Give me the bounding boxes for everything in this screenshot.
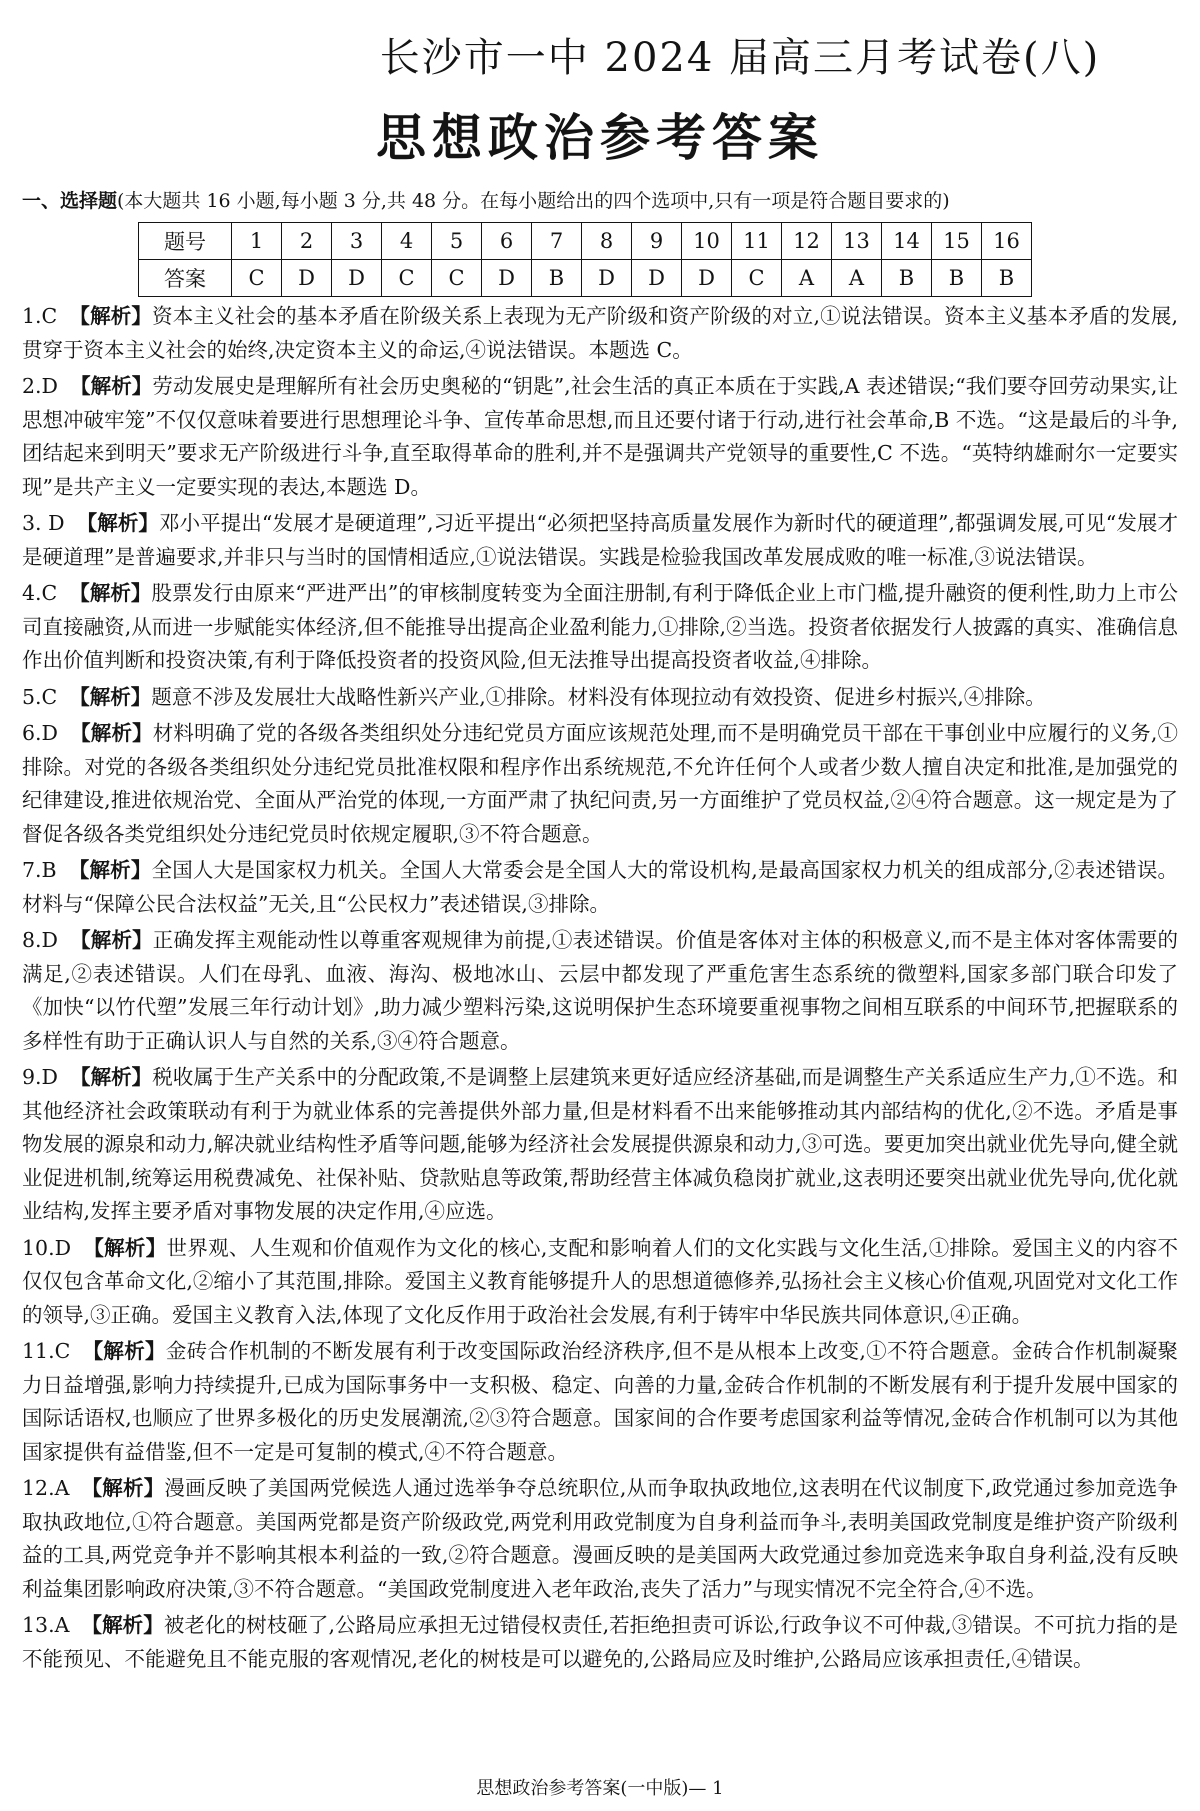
answer-table: [138, 222, 1032, 297]
question-number-cell: 14: [882, 223, 932, 260]
item-text: 漫画反映了美国两党候选人通过选举争夺总统职位,从而争取执政地位,这表明在代议制度下,政党通过参加竞选争取执政地位,①符合题意。美国两党都是资产阶级政党,两党利用政党制度为自身利益而争斗,表明美国政党制度是维护资产阶级利益的工具,两党竞争并不影响其根本利益的一致,②符合题意。漫画反映的是美国两大政党通过参加竞选来争取自身利益,没有反映利益集团影响政府决策,③不符合题意。“美国政党制度进入老年政治,丧失了活力”与现实情况不完全符合,④不选。: [22, 1476, 1179, 1601]
analysis-tag: 【解析】: [69, 581, 152, 605]
item-text: 劳动发展史是理解所有社会历史奥秘的“钥匙”,社会生活的真正本质在于实践,A 表述错误;“我们要夺回劳动果实,让思想冲破牢笼”不仅仅意味着要进行思想理论斗争、宣传革命思想,而且还要付诸于行动,进行社会革命,B 不选。“这是最后的斗争,团结起来到明天”要求无产阶级进行斗争,直至取得革命的胜利,并不是强调共产党领导的重要性,C 不选。“英特纳雄耐尔一定要实现”是共产主义一定要实现的表达,本题选 D。: [22, 374, 1178, 499]
question-number-cell: 6: [482, 223, 532, 260]
analysis-tag: 【解析】: [82, 1339, 166, 1363]
section-heading: [22, 186, 1182, 213]
answer-header: 答案: [139, 260, 232, 297]
explanation-item: [22, 1335, 1178, 1469]
answer-cell: D: [282, 260, 332, 297]
explanation-item: [22, 854, 1178, 921]
question-number-cell: 16: [982, 223, 1032, 260]
answer-cell: A: [832, 260, 882, 297]
page-footer: 思想政治参考答案(一中版)— 1: [476, 1778, 724, 1799]
item-number: 8.D: [22, 928, 58, 952]
analysis-tag: 【解析】: [69, 684, 152, 709]
explanation-item: [22, 1472, 1178, 1606]
analysis-tag: 【解析】: [76, 511, 159, 535]
explanation-item: [22, 370, 1178, 504]
question-number-cell: 1: [232, 223, 282, 260]
question-number-cell: 5: [432, 223, 482, 260]
analysis-tag: 【解析】: [81, 1476, 165, 1500]
answer-cell: B: [932, 260, 982, 297]
question-number-cell: 3: [332, 223, 382, 260]
item-number: 9.D: [22, 1065, 58, 1089]
item-text: 邓小平提出“发展才是硬道理”,习近平提出“必须把坚持高质量发展作为新时代的硬道理”,都强调发展,可见“发展才是硬道理”是普遍要求,并非只与当时的国情相适应,①说法错误。实践是检验我国改革发展成败的唯一标准,③说法错误。: [22, 511, 1179, 569]
question-number-cell: 12: [782, 223, 832, 260]
analysis-tag: 【解析】: [69, 304, 153, 328]
answer-cell: C: [382, 260, 432, 297]
item-text: 材料明确了党的各级各类组织处分违纪党员方面应该规范处理,而不是明确党员干部在干事创业中应履行的义务,①排除。对党的各级各类组织处分违纪党员批准权限和程序作出系统规范,不允许任何个人或者少数人擅自决定和批准,是加强党的纪律建设,推进依规治党、全面从严治党的体现,一方面严肃了执纪问责,另一方面维护了党员权益,②④符合题意。这一规定是为了督促各级各类党组织处分违纪党员时依规定履职,③不符合题意。: [22, 721, 1179, 846]
section-instructions: (本大题共 16 小题,每小题 3 分,共 48 分。在每小题给出的四个选项中,只有一项是符合题目要求的): [117, 190, 950, 212]
question-number-cell: 2: [282, 223, 332, 260]
item-text: 题意不涉及发展壮大战略性新兴产业,①排除。材料没有体现拉动有效投资、促进乡村振兴,④排除。: [151, 684, 1046, 709]
explanation-item: [22, 681, 1178, 715]
item-number: 12.A: [22, 1476, 70, 1500]
item-text: 被老化的树枝砸了,公路局应承担无过错侵权责任,若拒绝担责可诉讼,行政争议不可仲裁,③错误。不可抗力指的是不能预见、不能避免且不能克服的客观情况,老化的树枝是可以避免的,公路局应及时维护,公路局应该承担责任,④错误。: [22, 1613, 1179, 1671]
analysis-tag: 【解析】: [68, 858, 152, 882]
answer-cell: C: [432, 260, 482, 297]
question-number-header: 题号: [139, 223, 232, 260]
item-number: 13.A: [22, 1613, 70, 1637]
explanation-item: [22, 300, 1178, 367]
answer-cell: D: [682, 260, 732, 297]
question-number-row: [139, 223, 1032, 260]
item-text: 世界观、人生观和价值观作为文化的核心,支配和影响着人们的文化实践与文化生活,①排除。爱国主义的内容不仅仅包含革命文化,②缩小了其范围,排除。爱国主义教育能够提升人的思想道德修养,弘扬社会主义核心价值观,巩固党对文化工作的领导,③正确。爱国主义教育入法,体现了文化反作用于政治社会发展,有利于铸牢中华民族共同体意识,④正确。: [22, 1235, 1179, 1327]
analysis-tag: 【解析】: [70, 721, 153, 745]
explanation-list: [22, 300, 1178, 1679]
analysis-tag: 【解析】: [81, 1613, 164, 1637]
question-number-cell: 13: [832, 223, 882, 260]
item-number: 3. D: [22, 511, 65, 535]
explanation-item: [22, 1232, 1178, 1333]
analysis-tag: 【解析】: [83, 1235, 167, 1260]
question-number-cell: 4: [382, 223, 432, 260]
analysis-tag: 【解析】: [70, 1065, 153, 1089]
item-number: 11.C: [22, 1339, 71, 1363]
item-number: 2.D: [22, 374, 58, 398]
explanation-item: [22, 924, 1178, 1058]
page-title: 思想政治参考答案: [376, 108, 824, 167]
explanation-item: [22, 507, 1178, 574]
question-number-cell: 9: [632, 223, 682, 260]
analysis-tag: 【解析】: [70, 928, 153, 952]
section-label: 一、选择题: [22, 190, 118, 212]
item-number: 7.B: [22, 858, 57, 882]
item-text: 股票发行由原来“严进严出”的审核制度转变为全面注册制,有利于降低企业上市门槛,提升融资的便利性,助力上市公司直接融资,从而进一步赋能实体经济,但不能推导出提高企业盈利能力,①排除,②当选。投资者依据发行人披露的真实、准确信息作出价值判断和投资决策,有利于降低投资者的投资风险,但无法推导出提高投资者收益,④排除。: [22, 581, 1178, 672]
question-number-cell: 8: [582, 223, 632, 260]
question-number-cell: 7: [532, 223, 582, 260]
answer-row: [139, 260, 1032, 297]
answer-cell: B: [532, 260, 582, 297]
analysis-tag: 【解析】: [70, 374, 153, 398]
answer-cell: D: [582, 260, 632, 297]
item-number: 1.C: [22, 304, 58, 328]
item-number: 5.C: [22, 684, 58, 709]
item-text: 税收属于生产关系中的分配政策,不是调整上层建筑来更好适应经济基础,而是调整生产关系适应生产力,①不选。和其他经济社会政策联动有利于为就业体系的完善提供外部力量,但是材料看不出来能够推动其内部结构的优化,②不选。矛盾是事物发展的源泉和动力,解决就业结构性矛盾等问题,能够为经济社会发展提供源泉和动力,③可选。要更加突出就业优先导向,健全就业促进机制,统筹运用税费减免、社保补贴、贷款贴息等政策,帮助经营主体减负稳岗扩就业,这表明还要突出就业优先导向,优化就业结构,发挥主要矛盾对事物发展的决定作用,④应选。: [22, 1065, 1179, 1223]
answer-cell: C: [232, 260, 282, 297]
item-text: 正确发挥主观能动性以尊重客观规律为前提,①表述错误。价值是客体对主体的积极意义,而不是主体对客体需要的满足,②表述错误。人们在母乳、血液、海沟、极地冰山、云层中都发现了严重危害生态系统的微塑料,国家多部门联合印发了《加快“以竹代塑”发展三年行动计划》,助力减少塑料污染,这说明保护生态环境要重视事物之间相互联系的中间环节,把握联系的多样性有助于正确认识人与自然的关系,③④符合题意。: [22, 928, 1179, 1053]
answer-cell: B: [982, 260, 1032, 297]
explanation-item: [22, 1061, 1178, 1229]
question-number-cell: 15: [932, 223, 982, 260]
answer-cell: A: [782, 260, 832, 297]
explanation-item: [22, 717, 1178, 851]
answer-cell: B: [882, 260, 932, 297]
item-text: 全国人大是国家权力机关。全国人大常委会是全国人大的常设机构,是最高国家权力机关的组成部分,②表述错误。材料与“保障公民合法权益”无关,且“公民权力”表述错误,③排除。: [22, 858, 1179, 916]
question-number-cell: 11: [732, 223, 782, 260]
question-number-cell: 10: [682, 223, 732, 260]
answer-cell: D: [332, 260, 382, 297]
explanation-item: [22, 1609, 1178, 1676]
item-text: 资本主义社会的基本矛盾在阶级关系上表现为无产阶级和资产阶级的对立,①说法错误。资本主义基本矛盾的发展,贯穿于资本主义社会的始终,决定资本主义的命运,④说法错误。本题选 C。: [22, 304, 1179, 362]
explanation-item: [22, 577, 1178, 678]
answer-cell: C: [732, 260, 782, 297]
answer-cell: D: [632, 260, 682, 297]
exam-title: 长沙市一中 2024 届高三月考试卷(八): [379, 35, 1101, 81]
item-text: 金砖合作机制的不断发展有利于改变国际政治经济秩序,但不是从根本上改变,①不符合题意。金砖合作机制凝聚力日益增强,影响力持续提升,已成为国际事务中一支积极、稳定、向善的力量,金砖合作机制的不断发展有利于提升发展中国家的国际话语权,也顺应了世界多极化的历史发展潮流,②③符合题意。国家间的合作要考虑国家利益等情况,金砖合作机制可以为其他国家提供有益借鉴,但不一定是可复制的模式,④不符合题意。: [22, 1339, 1179, 1464]
item-number: 4.C: [22, 581, 58, 605]
item-number: 6.D: [22, 721, 58, 745]
answer-cell: D: [482, 260, 532, 297]
item-number: 10.D: [22, 1235, 72, 1260]
